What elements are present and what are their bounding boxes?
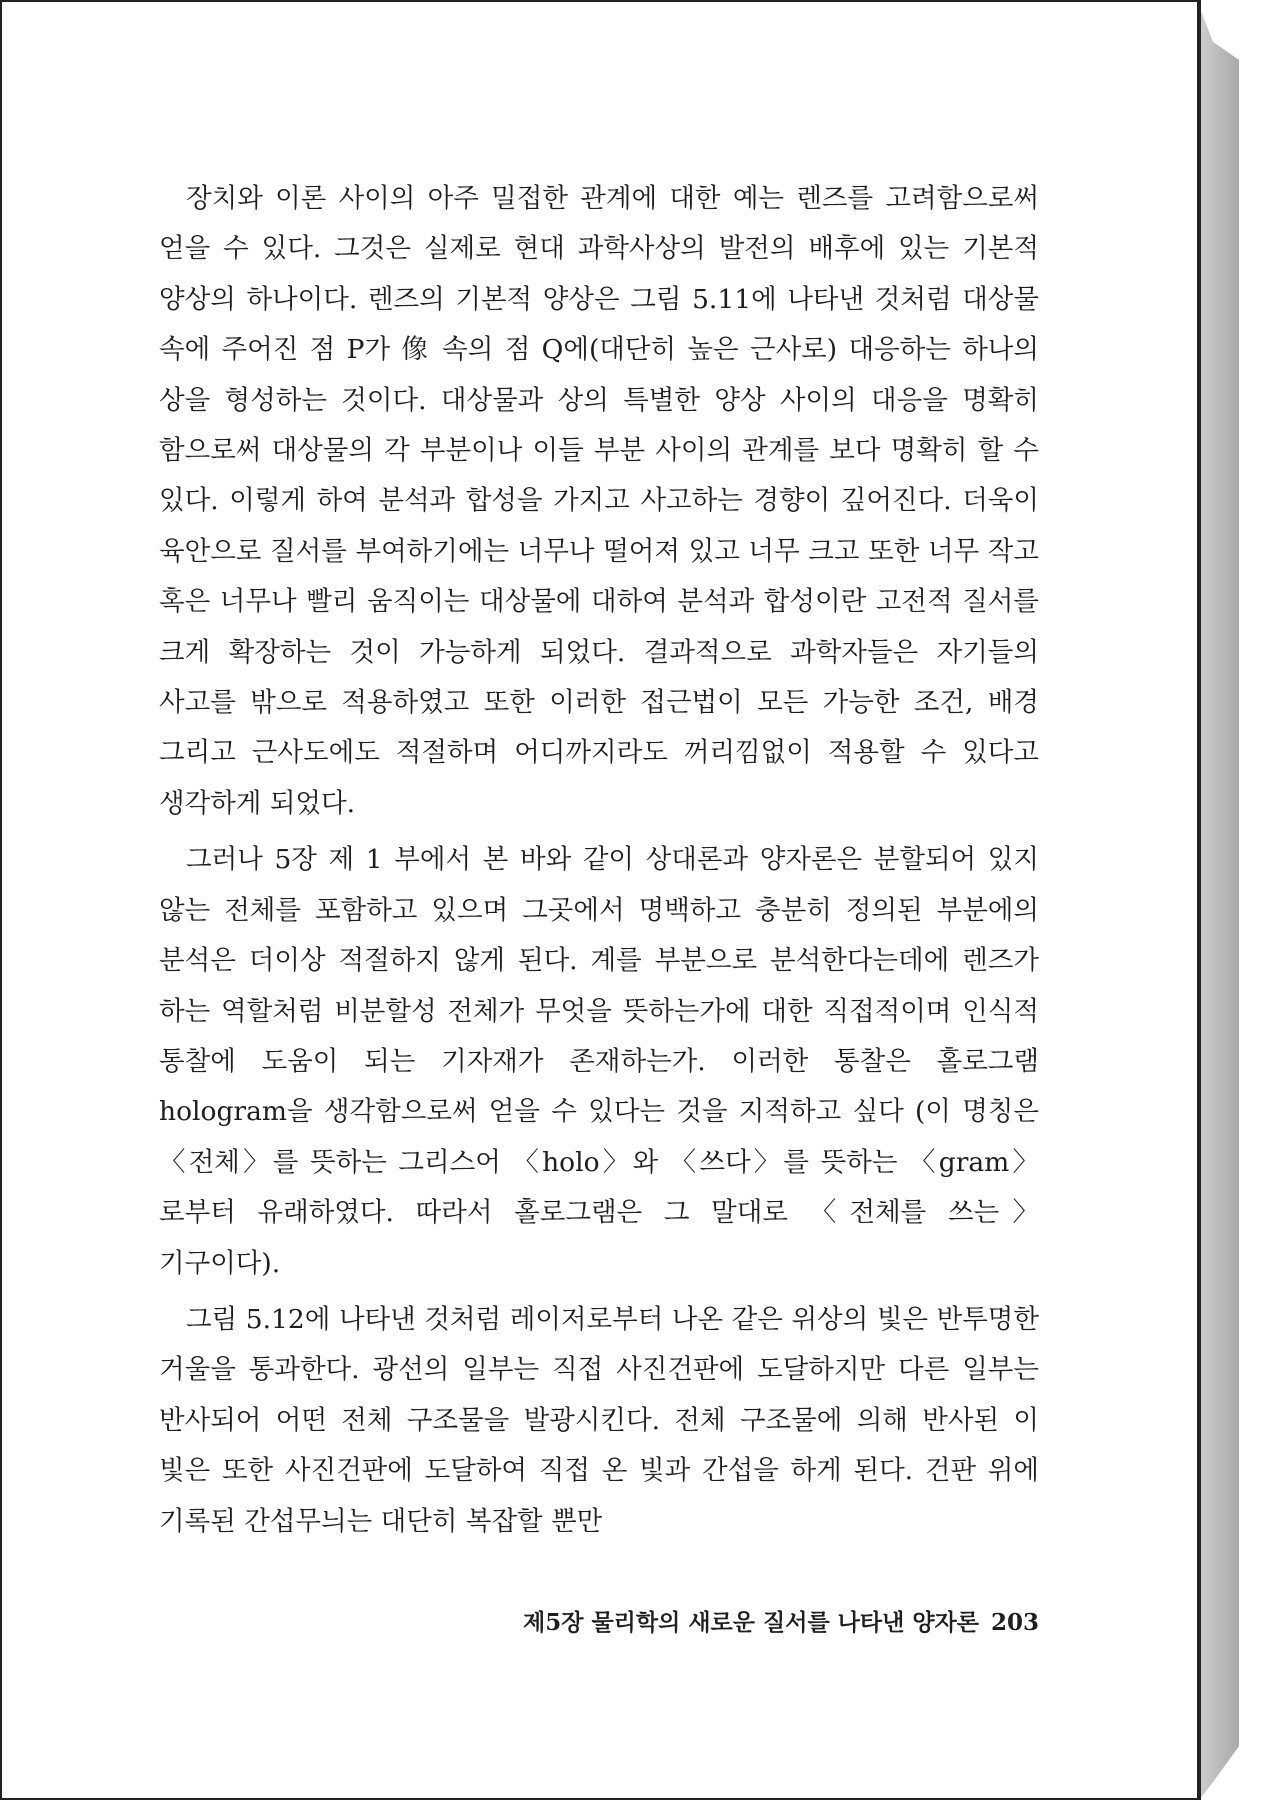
footer-chapter-title: 제5장 물리학의 새로운 질서를 나타낸 양자론	[523, 1609, 979, 1636]
body-text	[159, 174, 1039, 1547]
paragraph-1: 장치와 이론 사이의 아주 밀접한 관계에 대한 예는 렌즈를 고려함으로써 얻을 수 있다. 그것은 실제로 현대 과학사상의 발전의 배후에 있는 기본적 양상의 하나이다. 렌즈의 기본적 양상은 그림 5.11에 나타낸 것처럼 대상물 속에 주어진 점 P가 像 속의 점 Q에(대단히 높은 근사로) 대응하는 하나의 상을 형성하는 것이다. 대상물과 상의 특별한 양상 사이의 대응을 명확히 함으로써 대상물의 각 부분이나 이들 부분 사이의 관계를 보다 명확히 할 수 있다. 이렇게 하여 분석과 합성을 가지고 사고하는 경향이 깊어진다. 더욱이 육안으로 질서를 부여하기에는 너무나 떨어져 있고 너무 크고 또한 너무 작고 혹은 너무나 빨리 움직이는 대상물에 대하여 분석과 합성이란 고전적 질서를 크게 확장하는 것이 가능하게 되었다. 결과적으로 과학자들은 자기들의 사고를 밖으로 적용하였고 또한 이러한 접근법이 모든 가능한 조건, 배경 그리고 근사도에도 적절하며 어디까지라도 꺼리낌없이 적용할 수 있다고 생각하게 되었다.	[159, 183, 1039, 819]
page-number: 203	[990, 1609, 1039, 1636]
page-right-border	[1199, 0, 1201, 1800]
paragraph-2: 그러나 5장 제 1 부에서 본 바와 같이 상대론과 양자론은 분할되어 있지 않는 전체를 포함하고 있으며 그곳에서 명백하고 충분히 정의된 부분에의 분석은 더이상 적절하지 않게 된다. 계를 부분으로 분석한다는데에 렌즈가 하는 역할처럼 비분할성 전체가 무엇을 뜻하는가에 대한 직접적이며 인식적 통찰에 도움이 되는 기자재가 존재하는가. 이러한 통찰은 홀로그램 hologram을 생각함으로써 얻을 수 있다는 것을 지적하고 싶다 (이 명칭은 〈전체〉를 뜻하는 그리스어 〈holo〉와 〈쓰다〉를 뜻하는 〈gram〉로부터 유래하였다. 따라서 홀로그램은 그 말대로 〈전체를 쓰는〉 기구이다).	[159, 844, 1039, 1279]
book-page-edge	[1199, 6, 1239, 1800]
paragraph-3: 그림 5.12에 나타낸 것처럼 레이저로부터 나온 같은 위상의 빛은 반투명한 거울을 통과한다. 광선의 일부는 직접 사진건판에 도달하지만 다른 일부는 반사되어 어떤 전체 구조물을 발광시킨다. 전체 구조물에 의해 반사된 이 빛은 또한 사진건판에 도달하여 직접 온 빛과 간섭을 하게 된다. 건판 위에 기록된 간섭무늬는 대단히 복잡할 뿐만	[159, 1303, 1039, 1537]
running-footer	[159, 1604, 1039, 1637]
